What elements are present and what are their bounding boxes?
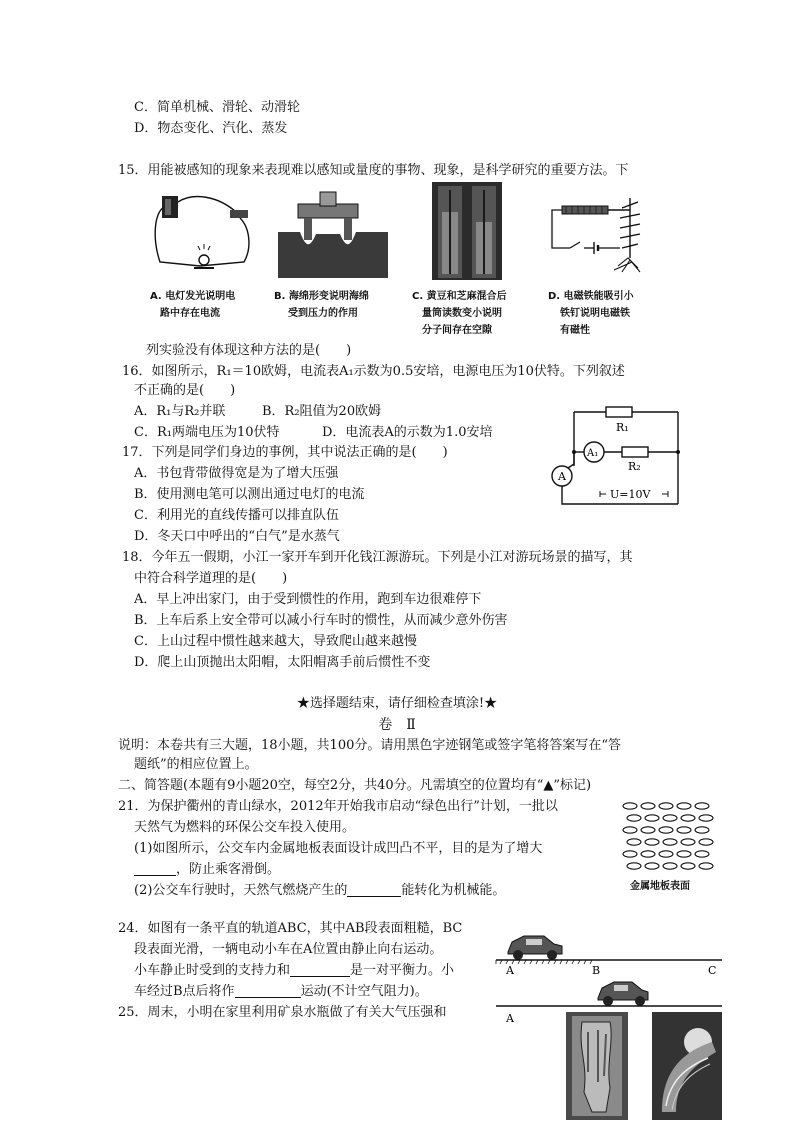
q24-label-c: C — [708, 964, 717, 977]
floor-stud — [623, 851, 637, 857]
floor-stud — [641, 827, 655, 833]
floor-stud — [699, 815, 713, 821]
q16-label-r1: R₁ — [616, 421, 629, 434]
q15-caption-a-1: A. 电灯发光说明电 — [150, 291, 236, 302]
floor-stud — [645, 863, 659, 869]
q15-caption-b-1: B. 海绵形变说明海绵 — [274, 291, 369, 302]
q24-line3-pre: 小车静止时受到的支持力和 — [134, 963, 291, 978]
q14-option-c: C．简单机械、滑轮、动滑轮 — [134, 100, 300, 115]
floor-stud — [627, 815, 641, 821]
floor-stud — [663, 863, 677, 869]
q15-caption-d-3: 有磁性 — [560, 325, 590, 336]
q17-stem: 17．下列是同学们身边的事例，其中说法正确的是( ) — [122, 445, 448, 460]
floor-stud — [659, 803, 673, 809]
q16-stem-line1: 16．如图所示，R₁＝10欧姆，电流表A₁示数为0.5安培，电源电压为10伏特。下列叙述 — [122, 364, 625, 379]
section-2-heading: 二、简答题(本题有9小题20空，每空2分，共40分。凡需填空的位置均有“▲”标记) — [118, 778, 592, 793]
q21-floor-pattern-figure — [622, 800, 714, 878]
floor-stud — [663, 839, 677, 845]
q24-label-a: A — [506, 964, 514, 977]
q18-stem-line1: 18．今年五一假期，小江一家开车到开化钱江源游玩。下列是小江对游玩场景的描写，其 — [122, 550, 633, 565]
floor-stud — [663, 815, 677, 821]
toy-car-upper — [508, 936, 562, 960]
q15-caption-c-2: 量筒读数变小说明 — [422, 308, 502, 319]
instructions-line1: 说明：本卷共有三大题，18小题，共100分。请用黑色字迹钢笔或签字笔将答案写在“答 — [118, 738, 622, 753]
q24-line4-post: 运动(不计空气阻力)。 — [300, 984, 428, 999]
floor-stud — [627, 863, 641, 869]
q16-option-a: A．R₁与R₂并联 — [134, 404, 226, 419]
floor-stud — [695, 827, 709, 833]
instructions-line2: 题纸”的相应位置上。 — [134, 757, 258, 772]
q17-option-b: B．使用测电笔可以测出通过电灯的电流 — [134, 487, 365, 502]
q24-answer-blank-2 — [235, 983, 301, 998]
floor-stud — [659, 851, 673, 857]
q16-circuit-diagram — [550, 404, 686, 516]
q21-answer-blank-1 — [134, 861, 176, 876]
q21-line4 — [134, 861, 280, 879]
floor-stud — [677, 851, 691, 857]
q17-option-c: C．利用光的直线传播可以排直队伍 — [134, 508, 339, 523]
floor-stud — [681, 839, 695, 845]
q24-line2: 段表面光滑，一辆电动小车在A位置由静止向右运动。 — [134, 942, 443, 957]
q21-figure-caption: 金属地板表面 — [630, 881, 690, 892]
q15-figure-b-sponge — [278, 192, 388, 278]
q16-option-c: C．R₁两端电压为10伏特 — [134, 425, 280, 440]
floor-stud — [627, 839, 641, 845]
q21-line1: 21．为保护衢州的青山绿水，2012年开始我市启动“绿色出行”计划，一批以 — [118, 799, 558, 814]
q17-option-a: A．书包背带做得宽是为了增大压强 — [134, 466, 339, 481]
floor-stud — [695, 851, 709, 857]
floor-stud — [699, 839, 713, 845]
floor-stud — [641, 803, 655, 809]
q21-line2: 天然气为燃料的环保公交车投入使用。 — [134, 820, 356, 835]
volume-title: 卷 Ⅱ — [378, 717, 416, 733]
toy-car-lower — [598, 982, 648, 1006]
floor-stud — [681, 815, 695, 821]
floor-stud — [659, 827, 673, 833]
q15-caption-c-1: C. 黄豆和芝麻混合后 — [412, 291, 507, 302]
floor-stud — [677, 803, 691, 809]
q21-line3: (1)如图所示，公交车内金属地板表面设计成凹凸不平，目的是为了增大 — [134, 841, 543, 856]
q17-option-d: D．冬天口中呼出的“白气”是水蒸气 — [134, 529, 340, 544]
q15-stem-continued: 列实验没有体现这种方法的是( ) — [146, 343, 352, 358]
q24-lower-label-a: A — [506, 1012, 514, 1025]
q24-label-b: B — [592, 964, 601, 977]
q24-line3-post: 是一对平衡力。小 — [350, 963, 455, 978]
q25-line1: 25．周末，小明在家里利用矿泉水瓶做了有关大气压强和 — [118, 1005, 447, 1020]
q15-figure-c-cylinders — [432, 182, 502, 280]
q18-option-a: A．早上冲出家门，由于受到惯性的作用，跑到车边很难停下 — [134, 592, 482, 607]
q15-stem: 15．用能被感知的现象来表现难以感知或量度的事物、现象，是科学研究的重要方法。下 — [118, 163, 629, 178]
q15-caption-d-2: 铁钉说明电磁铁 — [560, 308, 630, 319]
q16-label-r2: R₂ — [628, 460, 641, 473]
end-of-choice-notice: ★选择题结束，请仔细检查填涂!★ — [296, 696, 498, 711]
q24-line1: 24．如图有一条平直的轨道ABC，其中AB段表面粗糙，BC — [118, 921, 463, 936]
q15-figure-a-circuit — [148, 188, 256, 278]
floor-stud — [623, 803, 637, 809]
floor-stud — [681, 863, 695, 869]
q21-line5 — [134, 882, 505, 900]
q21-line5-pre: (2)公交车行驶时，天然气燃烧产生的 — [134, 883, 348, 898]
q16-label-ammeter1: A₁ — [587, 448, 599, 459]
q15-figure-d-electromagnet — [548, 188, 658, 280]
q21-line4-text: ，防止乘客滑倒。 — [176, 862, 281, 877]
q24-line3 — [134, 962, 454, 980]
floor-stud — [699, 863, 713, 869]
q15-caption-d-1: D. 电磁铁能吸引小 — [548, 291, 634, 302]
q15-caption-a-2: 路中存在电流 — [160, 308, 220, 319]
q24-line4 — [134, 983, 428, 1001]
q16-option-d: D．电流表A的示数为1.0安培 — [322, 425, 493, 440]
q16-label-ammeter: A — [558, 470, 566, 483]
q16-label-voltage: U=10V — [610, 488, 651, 501]
q15-caption-b-2: 受到压力的作用 — [288, 308, 358, 319]
q18-option-b: B．上车后系上安全带可以减小行车时的惯性，从而减少意外伤害 — [134, 613, 508, 628]
q24-answer-blank-1 — [290, 962, 350, 977]
q21-line5-post: 能转化为机械能。 — [401, 883, 506, 898]
q15-caption-c-3: 分子间存在空隙 — [422, 325, 492, 336]
floor-stud — [677, 827, 691, 833]
q18-stem-line2: 中符合科学道理的是( ) — [134, 571, 288, 586]
floor-stud — [695, 803, 709, 809]
q16-stem-line2: 不正确的是( ) — [134, 383, 236, 398]
floor-stud — [641, 851, 655, 857]
q14-option-d: D．物态变化、汽化、蒸发 — [134, 121, 288, 136]
floor-stud — [645, 839, 659, 845]
floor-stud — [645, 815, 659, 821]
q25-bottle-photo-1 — [566, 1012, 628, 1120]
q18-option-c: C．上山过程中惯性越来越大，导致爬山越来越慢 — [134, 634, 417, 649]
q24-line4-pre: 车经过B点后将作 — [134, 984, 235, 999]
floor-stud — [623, 827, 637, 833]
q16-option-b: B．R₂阻值为20欧姆 — [262, 404, 382, 419]
q18-option-d: D．爬上山顶抛出太阳帽，太阳帽离手前后惯性不变 — [134, 655, 431, 670]
q25-bottle-photo-2 — [652, 1012, 722, 1120]
q21-answer-blank-2 — [347, 882, 401, 897]
